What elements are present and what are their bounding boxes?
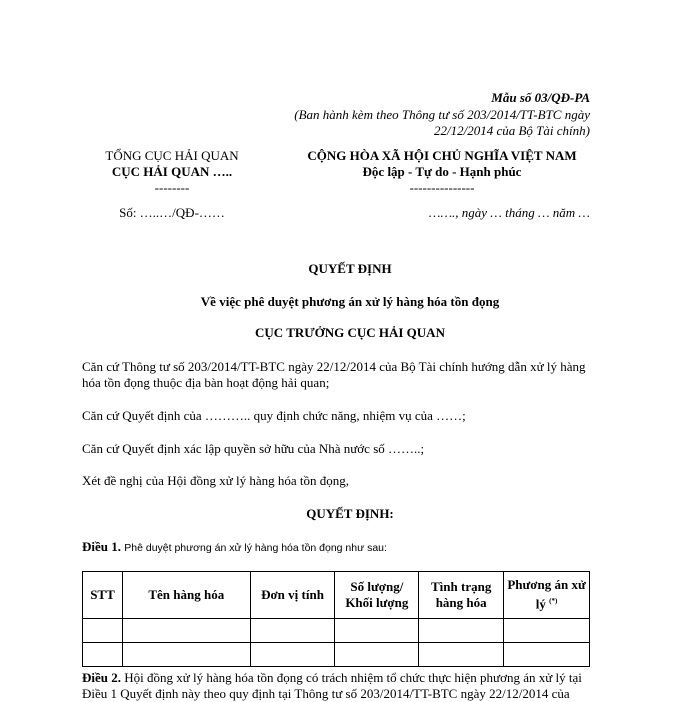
- table-cell: [504, 643, 590, 667]
- preamble-line: Xét đề nghị của Hội đồng xử lý hàng hóa tồn đọng,: [82, 473, 350, 488]
- org-parent: TỔNG CỤC HẢI QUAN: [105, 148, 239, 163]
- issuing-authority: CỤC TRƯỞNG CỤC HẢI QUAN: [255, 325, 445, 340]
- left-divider: --------: [154, 180, 190, 195]
- table-row: [83, 619, 590, 643]
- table-cell: [250, 619, 335, 643]
- table-header-row: [83, 572, 590, 619]
- article-1: [82, 539, 387, 556]
- footnote-mark: (*): [549, 597, 558, 606]
- decision-title: QUYẾT ĐỊNH: [308, 261, 392, 276]
- right-divider: ---------------: [409, 180, 475, 195]
- decision-number: Số: …..…/QĐ-……: [119, 205, 225, 220]
- col-header-handling-plan: Phương án xử lý (*): [504, 572, 590, 619]
- decision-subject: Về việc phê duyệt phương án xử lý hàng hóa tồn đọng: [200, 294, 500, 309]
- col-header-stt: STT: [83, 572, 123, 619]
- date-line: ……., ngày … tháng … năm …: [428, 205, 590, 220]
- article-2-line1: [82, 670, 582, 686]
- table-cell: [335, 643, 419, 667]
- goods-table: [82, 571, 590, 667]
- article-1-label: Điều 1.: [82, 539, 121, 554]
- table-cell: [122, 619, 250, 643]
- preamble-line: Căn cứ Thông tư số 203/2014/TT-BTC ngày 22/12/2014 của Bộ Tài chính hướng dẫn xử lý hàng: [82, 359, 586, 374]
- article-2-label: Điều 2.: [82, 670, 121, 685]
- article-2-line2: Điều 1 Quyết định này theo quy định tại Thông tư số 203/2014/TT-BTC ngày 22/12/2014 của: [82, 686, 570, 701]
- article-2-text: Hội đồng xử lý hàng hóa tồn đọng có trách nhiệm tổ chức thực hiện phương án xử lý tại: [124, 670, 582, 685]
- table-cell: [335, 619, 419, 643]
- nation-title: CỘNG HÒA XÃ HỘI CHỦ NGHĨA VIỆT NAM: [307, 148, 577, 163]
- issued-note-line1: (Ban hành kèm theo Thông tư số 203/2014/TT-BTC ngày: [294, 107, 590, 122]
- table-cell: [83, 643, 123, 667]
- table-row: [83, 643, 590, 667]
- table-cell: [122, 643, 250, 667]
- preamble-line: Căn cứ Quyết định xác lập quyền sở hữu của Nhà nước số ……..;: [82, 441, 425, 456]
- issued-note-line2: 22/12/2014 của Bộ Tài chính): [434, 123, 590, 138]
- table-cell: [504, 619, 590, 643]
- form-code: Mẫu số 03/QĐ-PA: [491, 90, 590, 105]
- table-cell: [83, 619, 123, 643]
- col-header-goods-name: Tên hàng hóa: [122, 572, 250, 619]
- table-cell: [419, 643, 504, 667]
- col-header-condition: Tình trạng hàng hóa: [419, 572, 504, 619]
- article-1-text: Phê duyệt phương án xử lý hàng hóa tồn đọng như sau:: [124, 542, 387, 554]
- col-header-quantity: Số lượng/ Khối lượng: [335, 572, 419, 619]
- preamble-line: Căn cứ Quyết định của ……….. quy định chức năng, nhiệm vụ của ……;: [82, 408, 466, 423]
- table-cell: [419, 619, 504, 643]
- decide-heading: QUYẾT ĐỊNH:: [306, 506, 394, 521]
- table-cell: [250, 643, 335, 667]
- national-motto: Độc lập - Tự do - Hạnh phúc: [362, 164, 522, 179]
- org-name: CỤC HẢI QUAN …..: [111, 164, 233, 179]
- col-header-unit: Đơn vị tính: [250, 572, 335, 619]
- preamble-line: hóa tồn đọng thuộc địa bàn hoạt động hải quan;: [82, 375, 330, 390]
